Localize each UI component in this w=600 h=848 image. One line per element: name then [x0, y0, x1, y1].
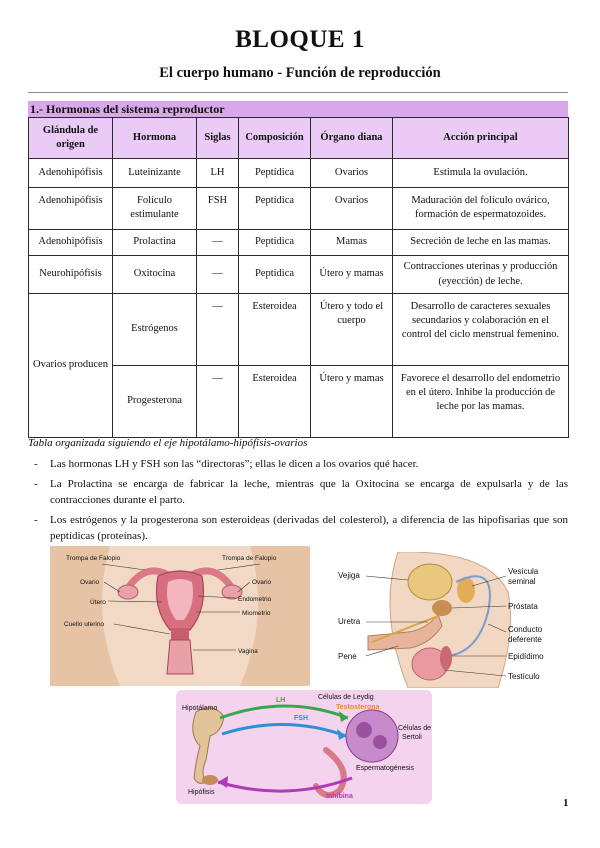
cell-composition: Peptídica [239, 159, 311, 188]
label-pene: Pene [338, 652, 357, 661]
label-conducto: Conducto [508, 625, 543, 634]
cell-target: Ovarios [311, 188, 393, 230]
label-hipotalamo: Hipotálamo [182, 705, 218, 712]
cell-target: Útero y mamas [311, 366, 393, 438]
cell-action: Estimula la ovulación. [393, 159, 569, 188]
label-epididimo: Epidídimo [508, 652, 544, 661]
label-vejiga: Vejiga [338, 571, 360, 580]
label-fsh: FSH [294, 715, 308, 722]
header-acronym: Siglas [197, 118, 239, 159]
cell-acronym: — [197, 230, 239, 256]
table-row [29, 294, 569, 366]
table-caption: Tabla organizada siguiendo el eje hipotálamo-hipófisis-ovarios [28, 437, 308, 449]
cell-target: Mamas [311, 230, 393, 256]
cell-gland: Adenohipófisis [29, 230, 113, 256]
table-row [29, 159, 569, 188]
cell-target: Útero y mamas [311, 256, 393, 294]
label-inhibina: Inhibina [326, 793, 353, 800]
cell-acronym: FSH [197, 188, 239, 230]
label-testiculo: Testículo [508, 672, 540, 681]
cell-acronym: — [197, 256, 239, 294]
label-deferente: deferente [508, 635, 542, 644]
hormonal-axis-figure [176, 690, 432, 804]
list-item: - La Prolactina se encarga de fabricar la leche, mientras que la Oxitocina se encarga de expulsarla y de las contracciones durante el parto. [34, 478, 568, 506]
list-item-text: Las hormonas LH y FSH son las “directoras”; ellas le dicen a los ovarios qué hacer. [50, 458, 419, 470]
label-miometrio: Miometrio [242, 610, 271, 617]
label-leydig: Células de Leydig [318, 694, 374, 701]
page-title: BLOQUE 1 [235, 26, 365, 53]
list-item: - Los estrógenos y la progesterona son esteroideas (derivadas del colesterol), a diferencia de las hipofisarias que son peptídicas (proteínas). [34, 514, 568, 542]
label-espermatogenesis: Espermatogénesis [356, 765, 414, 772]
page-subtitle: El cuerpo humano - Función de reproducción [159, 65, 441, 81]
cell-acronym: LH [197, 159, 239, 188]
cell-hormone: Folículo estimulante [113, 188, 197, 230]
cell-gland: Adenohipófisis [29, 159, 113, 188]
cell-target: Útero y todo el cuerpo [311, 294, 393, 366]
table-header-row [29, 118, 569, 159]
table-row [29, 230, 569, 256]
cell-action: Favorece el desarrollo del endometrio en el útero. Inhibe la producción de leche por las mamas. [393, 366, 569, 438]
cell-composition: Esteroidea [239, 366, 311, 438]
female-anatomy-figure [50, 546, 310, 686]
label-cuello: Cuello uterino [64, 621, 105, 628]
cell-action: Desarrollo de caracteres sexuales secundarios y colaboración en el control del ciclo menstrual femenino. [393, 294, 569, 366]
header-target: Órgano diana [311, 118, 393, 159]
cell-composition: Peptídica [239, 188, 311, 230]
cell-gland: Adenohipófisis [29, 188, 113, 230]
cell-composition: Esteroidea [239, 294, 311, 366]
cell-hormone: Prolactina [113, 230, 197, 256]
cell-composition: Peptídica [239, 230, 311, 256]
page-number: 1 [563, 797, 569, 809]
cell-gland: Ovarios producen [29, 294, 113, 438]
cell-hormone: Luteinizante [113, 159, 197, 188]
male-anatomy-figure [338, 552, 568, 688]
label-sertoli-2: Sertoli [402, 734, 422, 741]
label-uretra: Uretra [338, 617, 361, 626]
cell-acronym: — [197, 294, 239, 366]
header-hormone: Hormona [113, 118, 197, 159]
cell-hormone: Oxitocina [113, 256, 197, 294]
label-vagina: Vagina [238, 648, 258, 655]
cell-gland: Neurohipófisis [29, 256, 113, 294]
label-utero: Útero [90, 599, 106, 606]
label-trompa-right: Trompa de Falopio [222, 555, 277, 562]
label-trompa-left: Trompa de Falopio [66, 555, 121, 562]
header-composition: Composición [239, 118, 311, 159]
cell-acronym: — [197, 366, 239, 438]
label-prostata: Próstata [508, 602, 538, 611]
title-divider [28, 92, 568, 93]
cell-target: Ovarios [311, 159, 393, 188]
list-item-text: Los estrógenos y la progesterona son esteroideas (derivadas del colesterol), a diferencia de las hipofisarias que son peptídicas (proteínas). [50, 514, 568, 542]
label-hipofisis: Hipófisis [188, 789, 215, 796]
label-ovario-right: Ovario [252, 579, 272, 586]
notes-list [28, 456, 568, 548]
header-action: Acción principal [393, 118, 569, 159]
label-vesicula: Vesícula [508, 567, 539, 576]
cell-hormone: Progesterona [113, 366, 197, 438]
label-endometrio: Endometrio [238, 596, 272, 603]
section-heading: 1.- Hormonas del sistema reproductor [28, 101, 568, 117]
cell-hormone: Estrógenos [113, 294, 197, 366]
table-row [29, 188, 569, 230]
cell-action: Secreción de leche en las mamas. [393, 230, 569, 256]
list-item: - Las hormonas LH y FSH son las “directoras”; ellas le dicen a los ovarios qué hacer. [34, 458, 419, 470]
hormones-table [28, 117, 569, 438]
label-ovario-left: Ovario [80, 579, 100, 586]
header-gland: Glándula de origen [29, 118, 113, 159]
cell-composition: Peptídica [239, 256, 311, 294]
cell-action: Contracciones uterinas y producción (eyección) de leche. [393, 256, 569, 294]
label-seminal: seminal [508, 577, 536, 586]
label-sertoli-1: Células de [398, 725, 432, 732]
table-row [29, 256, 569, 294]
list-item-text: La Prolactina se encarga de fabricar la leche, mientras que la Oxitocina se encarga de expulsarla y de las contracciones durante el parto. [50, 478, 568, 506]
label-lh: LH [276, 697, 286, 704]
label-testosterona: Testosterona [336, 704, 380, 711]
cell-action: Maduración del folículo ovárico, formación de espermatozoides. [393, 188, 569, 230]
